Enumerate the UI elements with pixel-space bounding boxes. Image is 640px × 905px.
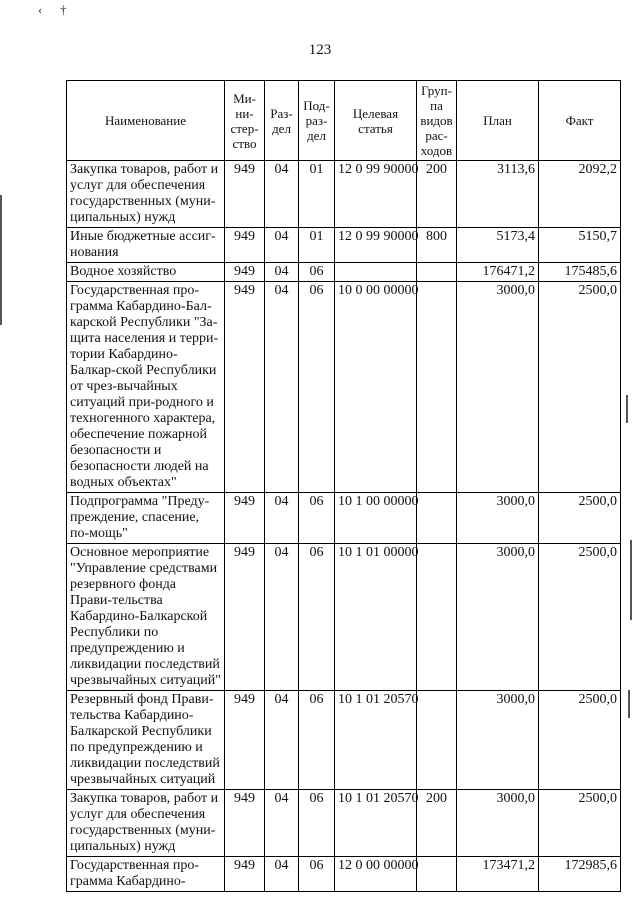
cell-fact: 2500,0 xyxy=(539,544,621,691)
cell-fact: 2500,0 xyxy=(539,493,621,544)
cell-ministry: 949 xyxy=(225,161,265,228)
cell-ministry: 949 xyxy=(225,493,265,544)
cell-target: 10 0 00 00000 xyxy=(335,282,417,493)
page-number: 123 xyxy=(308,42,332,58)
cell-target: 12 0 99 90000 xyxy=(335,228,417,263)
cell-target: 12 0 99 90000 xyxy=(335,161,417,228)
cell-target: 10 1 00 00000 xyxy=(335,493,417,544)
cell-fact: 175485,6 xyxy=(539,263,621,282)
col-header-plan: План xyxy=(457,81,539,161)
cell-subsection: 06 xyxy=(299,493,335,544)
cell-section: 04 xyxy=(265,263,299,282)
cell-group xyxy=(417,544,457,691)
cell-target: 12 0 00 00000 xyxy=(335,857,417,892)
cell-subsection: 06 xyxy=(299,544,335,691)
cell-name: Государственная про-грамма Кабардино-Бал-карской Республики "За-щита населения и терри-тории Кабардино-Балкар-ской Республики от чрез-вычайных ситуаций при-родного и техногенного характера, обеспечение пожарной безопасности и безопасности людей на водных объектах" xyxy=(67,282,225,493)
cell-ministry: 949 xyxy=(225,282,265,493)
cell-section: 04 xyxy=(265,228,299,263)
cell-subsection: 06 xyxy=(299,691,335,790)
cell-section: 04 xyxy=(265,691,299,790)
col-header-target: Целевая статья xyxy=(335,81,417,161)
table-row xyxy=(67,161,621,228)
cell-plan: 3000,0 xyxy=(457,544,539,691)
scan-edge-mark xyxy=(628,690,630,718)
cell-plan: 3000,0 xyxy=(457,282,539,493)
cell-group xyxy=(417,282,457,493)
cell-plan: 5173,4 xyxy=(457,228,539,263)
scan-edge-mark xyxy=(626,395,628,423)
col-header-fact: Факт xyxy=(539,81,621,161)
cell-plan: 3000,0 xyxy=(457,493,539,544)
table-header-row xyxy=(67,81,621,161)
table-row xyxy=(67,857,621,892)
cell-name: Водное хозяйство xyxy=(67,263,225,282)
budget-table xyxy=(66,80,621,892)
col-header-name: Наименование xyxy=(67,81,225,161)
cell-ministry: 949 xyxy=(225,228,265,263)
scan-mark: ‹ xyxy=(38,2,43,17)
cell-group: 800 xyxy=(417,228,457,263)
cell-subsection: 06 xyxy=(299,790,335,857)
cell-section: 04 xyxy=(265,161,299,228)
col-header-ministry: Ми- ни- стер- ство xyxy=(225,81,265,161)
cell-subsection: 01 xyxy=(299,228,335,263)
cell-group xyxy=(417,691,457,790)
cell-group: 200 xyxy=(417,161,457,228)
cell-fact: 2500,0 xyxy=(539,282,621,493)
cell-group xyxy=(417,263,457,282)
cell-target: 10 1 01 20570 xyxy=(335,691,417,790)
cell-name: Подпрограмма "Преду-преждение, спасение, по-мощь" xyxy=(67,493,225,544)
cell-fact: 2500,0 xyxy=(539,691,621,790)
table-row xyxy=(67,790,621,857)
cell-group xyxy=(417,857,457,892)
table-row xyxy=(67,544,621,691)
cell-name: Резервный фонд Прави-тельства Кабардино-Балкарской Республики по предупреждению и ликвидации последствий чрезвычайных ситуаций xyxy=(67,691,225,790)
scan-mark: † xyxy=(60,2,67,17)
cell-name: Государственная про-грамма Кабардино- xyxy=(67,857,225,892)
cell-plan: 3000,0 xyxy=(457,790,539,857)
cell-ministry: 949 xyxy=(225,790,265,857)
table-row xyxy=(67,263,621,282)
scan-edge-mark xyxy=(0,195,2,325)
table-row xyxy=(67,691,621,790)
cell-ministry: 949 xyxy=(225,544,265,691)
cell-name: Иные бюджетные ассиг-нования xyxy=(67,228,225,263)
table-row xyxy=(67,282,621,493)
cell-plan: 3113,6 xyxy=(457,161,539,228)
cell-ministry: 949 xyxy=(225,263,265,282)
cell-fact: 2092,2 xyxy=(539,161,621,228)
cell-subsection: 06 xyxy=(299,282,335,493)
cell-subsection: 01 xyxy=(299,161,335,228)
col-header-section: Раз- дел xyxy=(265,81,299,161)
cell-name: Закупка товаров, работ и услуг для обеспечения государственных (муни-ципальных) нужд xyxy=(67,790,225,857)
cell-plan: 3000,0 xyxy=(457,691,539,790)
cell-target: 10 1 01 00000 xyxy=(335,544,417,691)
cell-section: 04 xyxy=(265,282,299,493)
cell-subsection: 06 xyxy=(299,263,335,282)
cell-subsection: 06 xyxy=(299,857,335,892)
scan-edge-mark xyxy=(630,540,632,620)
col-header-group: Груп- па видов рас- ходов xyxy=(417,81,457,161)
cell-target: 10 1 01 20570 xyxy=(335,790,417,857)
cell-fact: 2500,0 xyxy=(539,790,621,857)
table-row xyxy=(67,493,621,544)
cell-ministry: 949 xyxy=(225,691,265,790)
cell-section: 04 xyxy=(265,544,299,691)
cell-name: Основное мероприятие "Управление средствами резервного фонда Прави-тельства Кабардино-Балкарской Республики по предупреждению и ликвидации последствий чрезвычайных ситуаций" xyxy=(67,544,225,691)
cell-fact: 5150,7 xyxy=(539,228,621,263)
cell-section: 04 xyxy=(265,790,299,857)
cell-group: 200 xyxy=(417,790,457,857)
cell-plan: 176471,2 xyxy=(457,263,539,282)
cell-group xyxy=(417,493,457,544)
cell-plan: 173471,2 xyxy=(457,857,539,892)
cell-ministry: 949 xyxy=(225,857,265,892)
cell-fact: 172985,6 xyxy=(539,857,621,892)
cell-name: Закупка товаров, работ и услуг для обеспечения государственных (муни-ципальных) нужд xyxy=(67,161,225,228)
cell-section: 04 xyxy=(265,493,299,544)
cell-target xyxy=(335,263,417,282)
col-header-subsection: Под- раз- дел xyxy=(299,81,335,161)
cell-section: 04 xyxy=(265,857,299,892)
table-row xyxy=(67,228,621,263)
